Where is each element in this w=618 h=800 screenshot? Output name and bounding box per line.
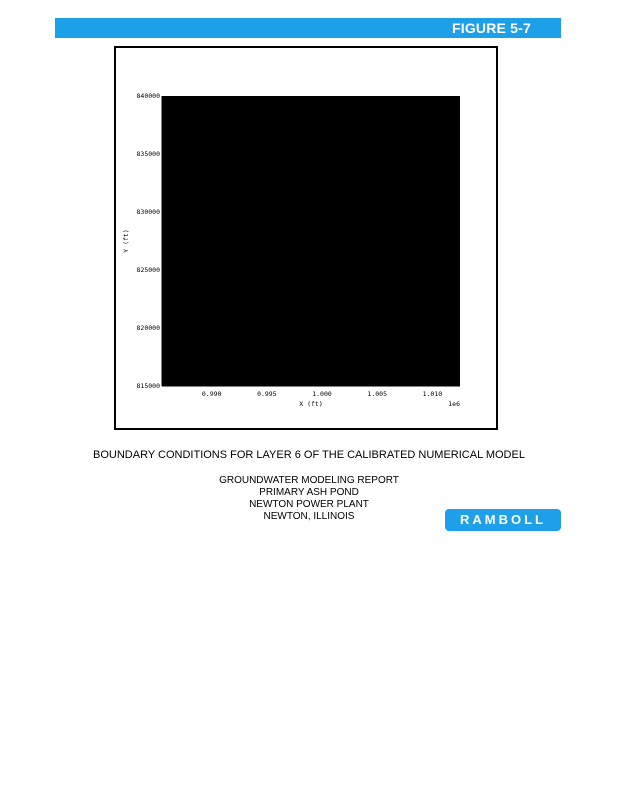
pond-name: PRIMARY ASH POND <box>259 487 359 498</box>
figure-frame <box>114 46 498 430</box>
boundary-plot <box>116 48 496 428</box>
figure-label: FIGURE 5-7 <box>451 20 531 36</box>
y-tick-label: 830000 <box>136 208 160 216</box>
y-tick-label: 820000 <box>136 324 160 332</box>
y-tick-label: 815000 <box>136 382 160 390</box>
figure-caption: BOUNDARY CONDITIONS FOR LAYER 6 OF THE CALIBRATED NUMERICAL MODEL <box>93 449 525 461</box>
x-tick-label: 0.995 <box>257 390 277 398</box>
x-tick-label: 1.005 <box>367 390 388 398</box>
figure-banner <box>55 18 561 38</box>
report-title: GROUNDWATER MODELING REPORT <box>219 475 399 486</box>
plant-name: NEWTON POWER PLANT <box>249 499 369 510</box>
x-axis-label: X (ft) <box>299 400 323 408</box>
y-tick-label: 840000 <box>136 92 160 100</box>
plot-fill <box>162 96 460 386</box>
y-tick-label: 825000 <box>136 266 160 274</box>
y-tick-label: 835000 <box>136 150 160 158</box>
x-tick-label: 1.010 <box>422 390 443 398</box>
x-tick-label: 0.990 <box>201 390 222 398</box>
location: NEWTON, ILLINOIS <box>263 511 355 522</box>
y-axis-label: Y (ft) <box>122 229 130 253</box>
x-tick-label: 1.000 <box>312 390 332 398</box>
x-offset-label: 1e6 <box>448 400 460 408</box>
ramboll-logo: RAMBOLL <box>445 509 561 531</box>
